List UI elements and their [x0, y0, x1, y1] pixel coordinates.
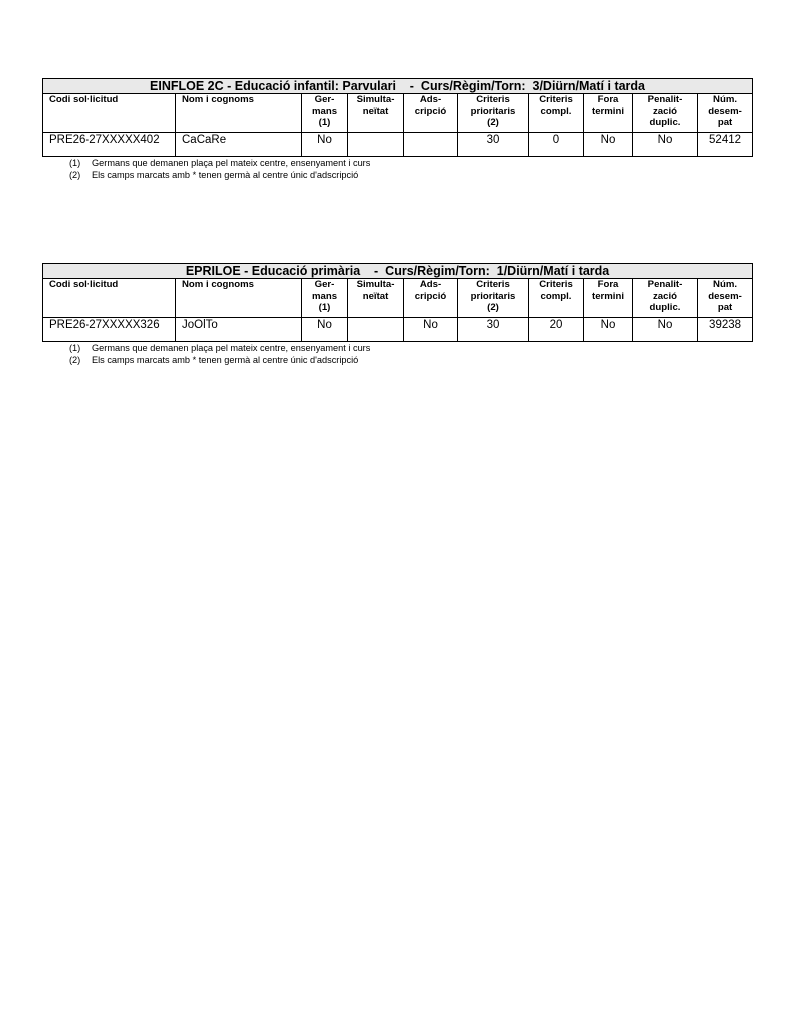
column-header-fora-termini: [584, 94, 633, 133]
footnote-number: (1): [69, 343, 81, 353]
column-header-line: cripció: [414, 105, 447, 117]
cell-germans: No: [302, 318, 348, 342]
column-header-fora-termini: [584, 279, 633, 318]
column-header-penalitzacio-duplic: [633, 279, 698, 318]
column-header-line: desem-: [708, 105, 742, 117]
column-header-line: pat: [717, 117, 733, 128]
footnotes: [42, 158, 752, 181]
column-header-line: compl.: [540, 290, 572, 302]
cell-nom-cognoms: JoOlTo: [176, 318, 302, 342]
column-header-line: pat: [717, 302, 733, 313]
column-header-line: zació: [653, 105, 677, 117]
column-header-line: Criteris: [476, 94, 510, 105]
cell-adscripcio: No: [404, 318, 458, 342]
column-header-line: Núm.: [713, 279, 738, 290]
footnote-text: Germans que demanen plaça pel mateix centre, ensenyament i curs: [92, 343, 371, 353]
footnote-text: Els camps marcats amb * tenen germà al centre únic d'adscripció: [92, 354, 359, 365]
column-header-line: Ads-: [419, 94, 442, 105]
column-header-line: mans: [311, 105, 338, 117]
column-header-line: zació: [653, 290, 677, 302]
footnote: [42, 170, 752, 182]
table-row: [43, 318, 753, 342]
column-header-line: Ger-: [314, 94, 335, 105]
footnote-number: (1): [69, 158, 81, 168]
cell-simultaneitat: [348, 318, 404, 342]
footnotes: [42, 343, 752, 366]
column-header-adscripcio: [404, 94, 458, 133]
assignment-table-block-epriloe: [42, 263, 752, 366]
cell-num-desempat: 52412: [698, 133, 753, 157]
column-header-penalitzacio-duplic: [633, 94, 698, 133]
column-header-line: termini: [592, 105, 624, 117]
column-header-line: Fora: [597, 279, 619, 290]
column-header-line: neïtat: [362, 105, 389, 117]
column-header-line: prioritaris: [470, 105, 516, 117]
column-header-line: duplic.: [649, 302, 681, 313]
column-header-line: Simulta-: [356, 279, 395, 290]
cell-criteris-prioritaris: 30: [458, 318, 529, 342]
column-header-criteris-prioritaris: [458, 94, 529, 133]
cell-criteris-compl: 0: [529, 133, 584, 157]
column-header-line: desem-: [708, 290, 742, 302]
results-table: [42, 78, 753, 157]
column-header-line: Criteris: [476, 279, 510, 290]
column-header-criteris-compl: [529, 94, 584, 133]
column-header-nom-cognoms: Nom i cognoms: [176, 94, 302, 133]
column-header-line: Núm.: [713, 94, 738, 105]
cell-penalitzacio-duplic: No: [633, 318, 698, 342]
cell-criteris-prioritaris: 30: [458, 133, 529, 157]
footnote: [42, 343, 752, 355]
footnote: [42, 355, 752, 367]
cell-codi-solicitud: PRE26-27XXXXX402: [43, 133, 176, 157]
column-header-line: prioritaris: [470, 290, 516, 302]
column-header-codi-solicitud: Codi sol·licitud: [43, 94, 176, 133]
column-header-line: duplic.: [649, 117, 681, 128]
column-header-line: Criteris: [539, 94, 573, 105]
column-header-line: Fora: [597, 94, 619, 105]
column-header-line: Ads-: [419, 279, 442, 290]
footnote-number: (2): [69, 169, 81, 180]
footnote-number: (2): [69, 354, 81, 365]
column-header-line: termini: [592, 290, 624, 302]
column-header-criteris-prioritaris: [458, 279, 529, 318]
column-header-line: compl.: [540, 105, 572, 117]
cell-germans: No: [302, 133, 348, 157]
table-title: EPRILOE - Educació primària - Curs/Règim/Torn: 1/Diürn/Matí i tarda: [43, 264, 753, 279]
column-header-line: Penalit-: [647, 279, 683, 290]
column-header-line: mans: [311, 290, 338, 302]
cell-simultaneitat: [348, 133, 404, 157]
column-header-adscripcio: [404, 279, 458, 318]
cell-penalitzacio-duplic: No: [633, 133, 698, 157]
column-header-line: Ger-: [314, 279, 335, 290]
cell-codi-solicitud: PRE26-27XXXXX326: [43, 318, 176, 342]
footnote: [42, 158, 752, 170]
column-header-line: neïtat: [362, 290, 389, 302]
cell-nom-cognoms: CaCaRe: [176, 133, 302, 157]
footnote-text: Els camps marcats amb * tenen germà al centre únic d'adscripció: [92, 169, 359, 180]
column-header-line: (2): [487, 117, 499, 128]
column-header-num-desempat: [698, 94, 753, 133]
column-header-codi-solicitud: Codi sol·licitud: [43, 279, 176, 318]
table-row: [43, 133, 753, 157]
column-header-num-desempat: [698, 279, 753, 318]
cell-adscripcio: [404, 133, 458, 157]
column-header-germans: [302, 279, 348, 318]
column-header-simultaneitat: [348, 279, 404, 318]
cell-fora-termini: No: [584, 133, 633, 157]
table-title: EINFLOE 2C - Educació infantil: Parvulari - Curs/Règim/Torn: 3/Diürn/Matí i tarda: [43, 79, 753, 94]
footnote-text: Germans que demanen plaça pel mateix centre, ensenyament i curs: [92, 158, 371, 168]
column-header-nom-cognoms: Nom i cognoms: [176, 279, 302, 318]
column-header-line: (1): [318, 302, 331, 313]
assignment-table-block-einfloe: [42, 78, 752, 181]
column-header-germans: [302, 94, 348, 133]
results-table: [42, 263, 753, 342]
column-header-line: cripció: [414, 290, 447, 302]
column-header-line: (1): [318, 117, 331, 128]
column-header-line: Simulta-: [356, 94, 395, 105]
column-header-line: Penalit-: [647, 94, 683, 105]
cell-num-desempat: 39238: [698, 318, 753, 342]
column-header-line: (2): [487, 302, 499, 313]
column-header-line: Criteris: [539, 279, 573, 290]
cell-criteris-compl: 20: [529, 318, 584, 342]
cell-fora-termini: No: [584, 318, 633, 342]
column-header-simultaneitat: [348, 94, 404, 133]
column-header-criteris-compl: [529, 279, 584, 318]
